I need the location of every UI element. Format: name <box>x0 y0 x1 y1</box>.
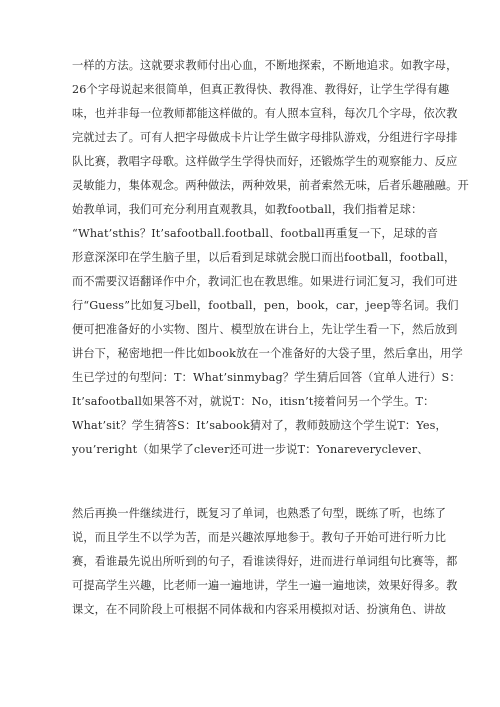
text-line: 完就过去了。可有人把字母做成卡片让学生做字母排队游戏，分组进行字母排 <box>72 131 458 144</box>
text-line: 而不需要汉语翻译作中介，教词汇也在教思维。如果进行词汇复习，我们可进 <box>72 275 458 288</box>
text-line: 味，也并非每一位教师都能这样做的。有人照本宣科，每次几个字母，依次教 <box>72 107 458 120</box>
text-line: 说，而且学生不以学为苦，而是兴趣浓厚地参于。教句子开始可进行听力比 <box>72 531 447 544</box>
text-line: 生已学过的句型问：T：What’sinmybag？学生猜后回答（宜单人进行）S： <box>72 371 461 384</box>
text-line: 讲台下，秘密地把一件比如book放在一个准备好的大袋子里，然后拿出，用学 <box>72 347 463 360</box>
text-line: you’reright（如果学了clever还可进一步说T：Yonareveryclever、 <box>72 443 429 456</box>
paragraph-1 <box>72 54 469 462</box>
text-line: 26个字母说起来很简单，但真正教得快、教得准、教得好，让学生学得有趣 <box>72 83 450 96</box>
text-line: 形意深深印在学生脑子里，以后看到足球就会脱口而出football，football， <box>72 251 456 264</box>
text-line: It’safootball如果答不对，就说T：No，itisn’t接着问另一个学生。T： <box>72 395 435 408</box>
paragraph-2 <box>72 502 458 622</box>
text-line: “What’sthis？It’safootball.football、football再重复一下，足球的音 <box>72 227 439 240</box>
text-line: 赛，看谁最先说出所听到的句子，看谁读得好，进而进行单词组句比赛等，都 <box>72 555 458 568</box>
text-line: What’sit？学生猜答S：It’sabook猜对了，教师鼓励这个学生说T：Yes， <box>72 419 447 432</box>
text-line: 始教单词，我们可充分利用直观教具，如教football，我们指着足球： <box>72 203 423 216</box>
text-line: 课文，在不同阶段上可根据不同体裁和内容采用模拟对话、扮演角色、讲故 <box>72 603 447 616</box>
text-line: 一样的方法。这就要求教师付出心血，不断地探索，不断地追求。如教字母， <box>72 59 458 72</box>
text-line: 然后再换一件继续进行，既复习了单词，也熟悉了句型，既练了听，也练了 <box>72 507 447 520</box>
text-line: 队比赛，教唱字母歌。这样做学生学得快而好，还锻炼学生的观察能力、反应 <box>72 155 458 168</box>
text-line: 灵敏能力，集体观念。两种做法，两种效果，前者索然无味，后者乐趣融融。开 <box>72 179 469 192</box>
text-line: 便可把准备好的小实物、图片、模型放在讲台上，先让学生看一下，然后放到 <box>72 323 458 336</box>
text-line: 行“Guess”比如复习bell，football，pen，book，car，jeep等名词。我们 <box>72 299 459 312</box>
text-line: 可提高学生兴趣，比老师一遍一遍地讲，学生一遍一遍地读，效果好得多。教 <box>72 579 458 592</box>
